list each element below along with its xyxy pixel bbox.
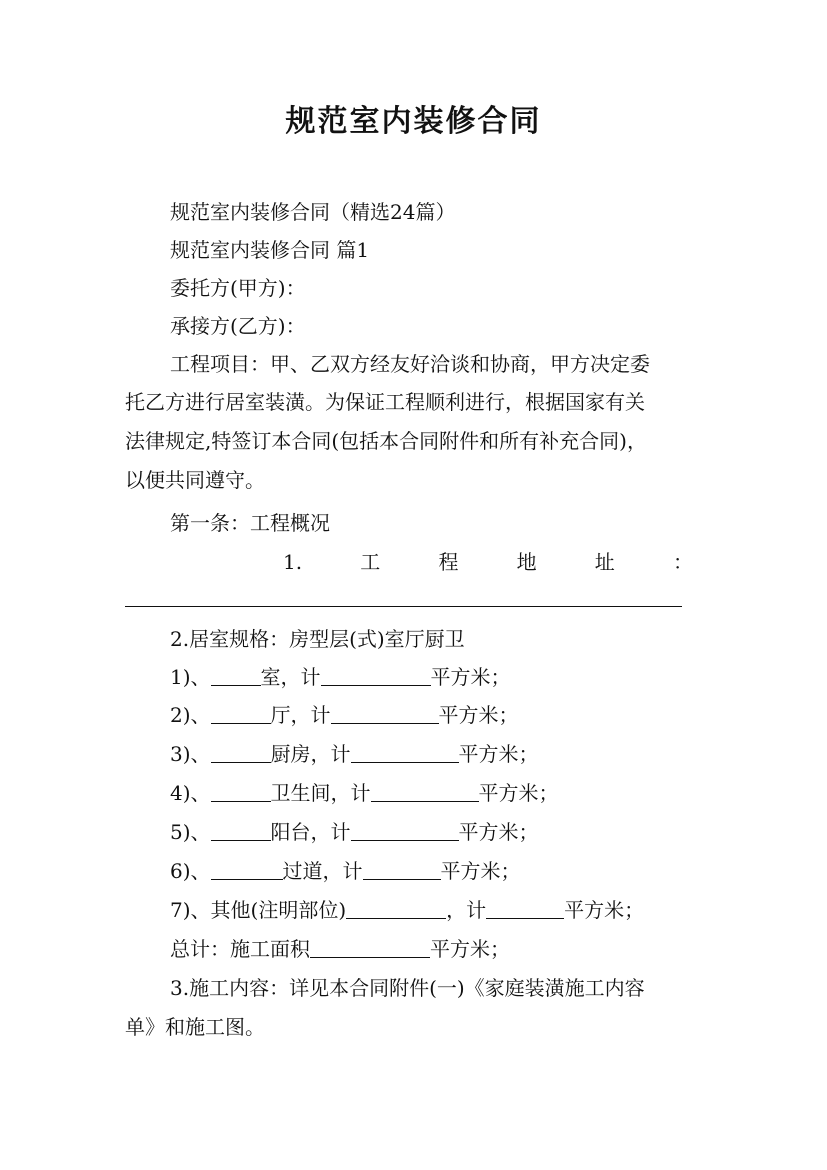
paragraph-line: 托乙方进行居室装潢。为保证工程顺利进行，根据国家有关 xyxy=(125,390,645,414)
blank-field[interactable] xyxy=(310,937,430,958)
row-label: 7)、其他(注明部位) xyxy=(170,898,347,922)
blank-field[interactable] xyxy=(363,859,441,880)
blank-field[interactable] xyxy=(351,820,459,841)
room-spec-row xyxy=(170,701,519,729)
blank-field[interactable] xyxy=(486,898,564,919)
blank-field[interactable] xyxy=(321,665,431,686)
row-unit: 平方米； xyxy=(438,703,519,727)
row-text: 过道，计 xyxy=(282,859,363,883)
row-label: 4)、 xyxy=(170,781,211,805)
row-unit: 平方米； xyxy=(430,937,510,961)
address-colon: ： xyxy=(672,550,693,574)
room-spec-row xyxy=(170,663,511,691)
address-row xyxy=(283,548,693,576)
blank-field[interactable] xyxy=(351,742,459,763)
address-number: 1. xyxy=(283,550,303,574)
row-label: 1)、 xyxy=(170,665,211,689)
subtitle-line: 规范室内装修合同（精选24篇） xyxy=(170,200,456,224)
section-heading: 规范室内装修合同 篇1 xyxy=(170,238,370,262)
party-a-label: 委托方(甲方)： xyxy=(170,276,306,300)
room-spec-row xyxy=(170,896,644,924)
paragraph-line: 工程项目：甲、乙双方经友好洽谈和协商，甲方决定委 xyxy=(170,352,650,376)
row-text: ，计 xyxy=(446,898,487,922)
article-heading: 第一条：工程概况 xyxy=(170,511,330,535)
row-text: 厨房，计 xyxy=(270,742,351,766)
row-text: 厅，计 xyxy=(270,703,331,727)
row-text: 室，计 xyxy=(260,665,321,689)
total-area-row xyxy=(170,935,510,963)
row-label: 5)、 xyxy=(170,820,211,844)
row-label: 2)、 xyxy=(170,703,211,727)
blank-field[interactable] xyxy=(211,820,271,841)
paragraph-line: 以便共同遵守。 xyxy=(125,468,265,492)
content-line: 3.施工内容：详见本合同附件(一)《家庭装潢施工内容 xyxy=(170,976,645,1000)
row-label: 6)、 xyxy=(170,859,211,883)
row-unit: 平方米； xyxy=(564,898,645,922)
blank-field[interactable] xyxy=(211,781,271,802)
row-label: 总计：施工面积 xyxy=(170,937,310,961)
room-spec-row xyxy=(170,779,559,807)
paragraph-line: 法律规定,特签订本合同(包括本合同附件和所有补充合同)， xyxy=(125,429,647,453)
blank-field[interactable] xyxy=(211,859,283,880)
blank-field[interactable] xyxy=(211,665,261,686)
room-spec-row xyxy=(170,818,539,846)
row-text: 阳台，计 xyxy=(270,820,351,844)
row-unit: 平方米； xyxy=(430,665,511,689)
party-b-label: 承接方(乙方)： xyxy=(170,314,306,338)
address-blank-line[interactable] xyxy=(125,606,682,607)
address-char: 地 xyxy=(516,550,537,574)
row-unit: 平方米； xyxy=(440,859,521,883)
blank-field[interactable] xyxy=(346,898,446,919)
blank-field[interactable] xyxy=(211,703,271,724)
row-unit: 平方米； xyxy=(458,820,539,844)
row-text: 卫生间，计 xyxy=(270,781,371,805)
content-line: 单》和施工图。 xyxy=(125,1015,265,1039)
document-title: 规范室内装修合同 xyxy=(285,104,542,139)
room-spec-row xyxy=(170,740,539,768)
address-char: 址 xyxy=(594,550,615,574)
row-unit: 平方米； xyxy=(478,781,559,805)
room-spec-row xyxy=(170,857,521,885)
address-char: 程 xyxy=(438,550,459,574)
blank-field[interactable] xyxy=(371,781,479,802)
room-spec-heading: 2.居室规格：房型层(式)室厅厨卫 xyxy=(170,627,465,651)
row-label: 3)、 xyxy=(170,742,211,766)
row-unit: 平方米； xyxy=(458,742,539,766)
blank-field[interactable] xyxy=(211,742,271,763)
blank-field[interactable] xyxy=(331,703,439,724)
address-char: 工 xyxy=(360,550,381,574)
